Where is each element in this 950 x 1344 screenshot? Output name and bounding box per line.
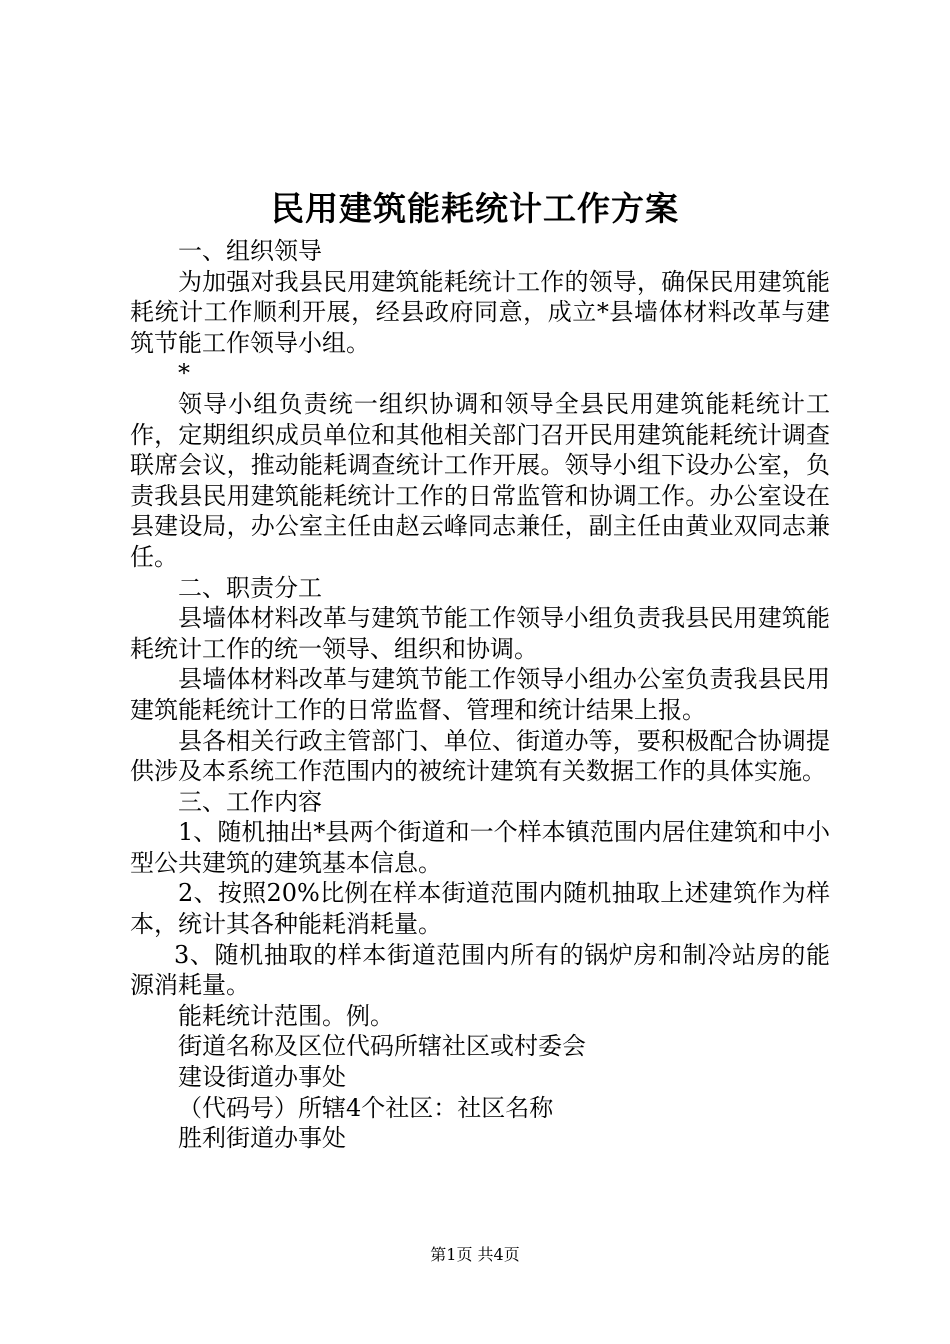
paragraph-street-jianshe: 建设街道办事处 (178, 1063, 346, 1092)
paragraph-establish-group: 为加强对我县民用建筑能耗统计工作的领导，确保民用建筑能耗统计工作顺利开展，经县政府同意，成立*县墙体材料改革与建筑节能工作领导小组。 (130, 267, 830, 357)
document-body (130, 236, 830, 1154)
paragraph-street-shengli: 胜利街道办事处 (178, 1124, 346, 1153)
section-heading-work-content: 三、工作内容 (178, 787, 322, 816)
paragraph-code-communities: （代码号）所辖4个社区：社区名称 (178, 1093, 554, 1122)
paragraph-departments-cooperation: 县各相关行政主管部门、单位、街道办等，要积极配合协调提供涉及本系统工作范围内的被统计建筑有关数据工作的具体实施。 (130, 726, 830, 786)
paragraph-group-duties: 领导小组负责统一组织协调和领导全县民用建筑能耗统计工作，定期组织成员单位和其他相关部门召开民用建筑能耗统计调查联席会议，推动能耗调查统计工作开展。领导小组下设办公室，负责我县民用建筑能耗统计工作的日常监管和协调工作。办公室设在县建设局，办公室主任由赵云峰同志兼任，副主任由黄业双同志兼任。 (130, 389, 830, 571)
page-title: 民用建筑能耗统计工作方案 (271, 189, 679, 228)
list-item-3: 3、随机抽取的样本街道范围内所有的锅炉房和制冷站房的能源消耗量。 (130, 940, 830, 1000)
list-item-2: 2、按照20%比例在样本街道范围内随机抽取上述建筑作为样本，统计其各种能耗消耗量。 (130, 879, 830, 939)
paragraph-group-leadership: 县墙体材料改革与建筑节能工作领导小组负责我县民用建筑能耗统计工作的统一领导、组织和协调。 (130, 604, 830, 663)
section-heading-responsibilities: 二、职责分工 (178, 573, 322, 602)
section-heading-organization: 一、组织领导 (178, 237, 322, 265)
paragraph-scope: 能耗统计范围。例。 (178, 1001, 394, 1030)
list-item-1: 1、随机抽出*县两个街道和一个样本镇范围内居住建筑和中小型公共建筑的建筑基本信息。 (130, 818, 830, 877)
page-footer: 第1页 共4页 (430, 1245, 520, 1264)
paragraph-office-duties: 县墙体材料改革与建筑节能工作领导小组办公室负责我县民用建筑能耗统计工作的日常监督、管理和统计结果上报。 (130, 665, 830, 724)
paragraph-asterisk: * (178, 359, 190, 388)
paragraph-street-header: 街道名称及区位代码所辖社区或村委会 (178, 1032, 586, 1061)
